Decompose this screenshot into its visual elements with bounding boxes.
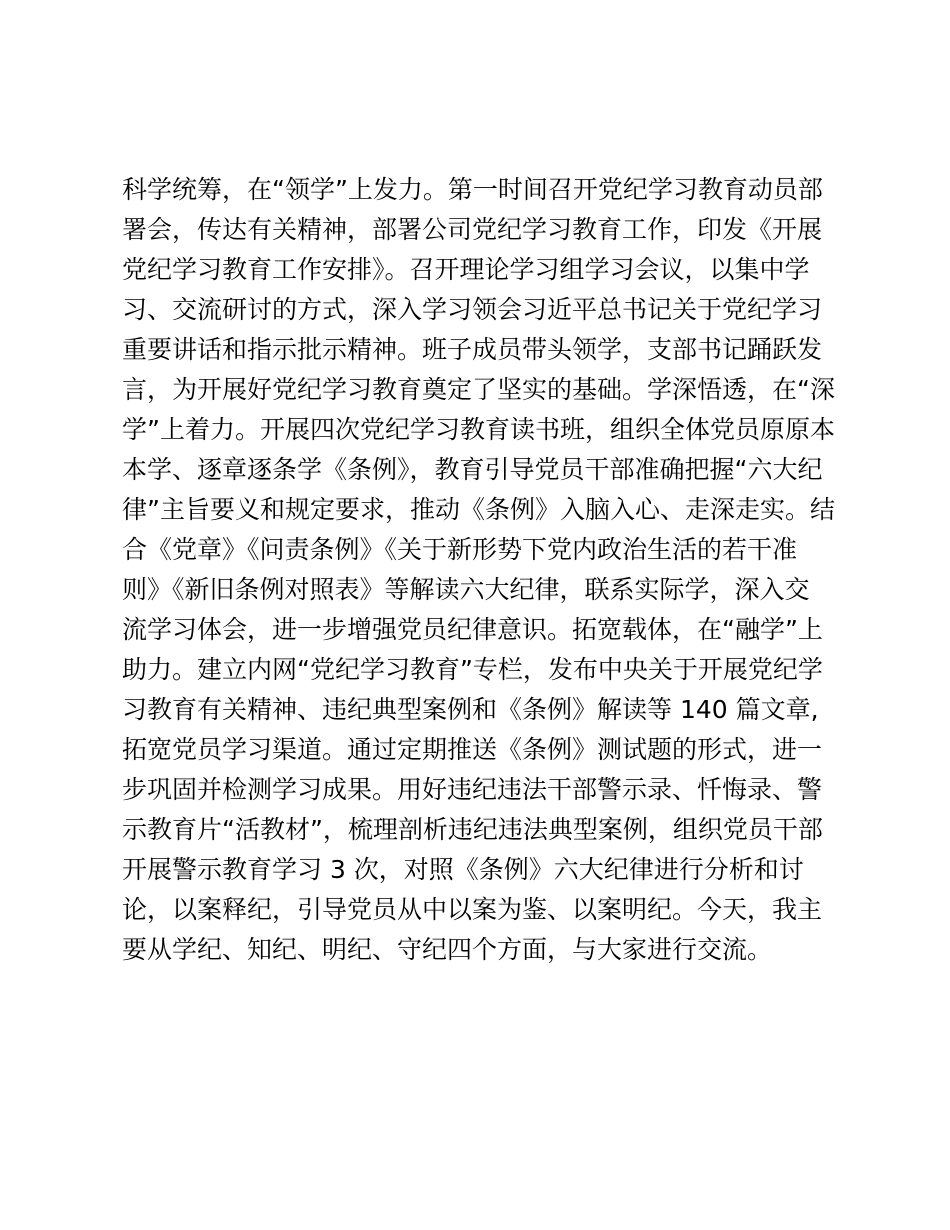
text-line: 党纪学习教育工作安排》。召开理论学习组学习会议，以集中学 [122, 255, 810, 284]
text-line: 习教育有关精神、违纪典型案例和《条例》解读等 140 篇文章, [122, 695, 819, 724]
text-line: 助力。建立内网“党纪学习教育”专栏，发布中央关于开展党纪学 [122, 655, 823, 684]
text-line: 示教育片“活教材”，梳理剖析违纪违法典型案例，组织党员干部 [122, 815, 823, 844]
text-line: 流学习体会，进一步增强党员纪律意识。拓宽载体，在“融学”上 [122, 615, 823, 644]
text-line: 律”主旨要义和规定要求，推动《条例》入脑入心、走深走实。结 [122, 495, 835, 524]
text-line: 开展警示教育学习 3 次，对照《条例》六大纪律进行分析和讨 [122, 855, 804, 884]
text-line: 科学统筹，在“领学”上发力。第一时间召开党纪学习教育动员部 [122, 175, 823, 204]
text-line: 习、交流研讨的方式，深入学习领会习近平总书记关于党纪学习 [122, 295, 823, 324]
text-line: 论，以案释纪，引导党员从中以案为鉴、以案明纪。今天，我主 [122, 895, 823, 924]
body-paragraph [122, 170, 842, 970]
text-line: 重要讲话和指示批示精神。班子成员带头领学，支部书记踊跃发 [122, 335, 823, 364]
text-line: 署会，传达有关精神，部署公司党纪学习教育工作，印发《开展 [122, 215, 823, 244]
text-line: 步巩固并检测学习成果。用好违纪违法干部警示录、忏悔录、警 [122, 775, 823, 804]
text-line: 合《党章》《问责条例》《关于新形势下党内政治生活的若干准 [122, 535, 798, 564]
text-line: 则》《新旧条例对照表》等解读六大纪律，联系实际学，深入交 [122, 575, 810, 604]
text-line: 言，为开展好党纪学习教育奠定了坚实的基础。学深悟透，在“深 [122, 375, 835, 404]
text-line: 要从学纪、知纪、明纪、守纪四个方面，与大家进行交流。 [122, 935, 773, 964]
text-line: 学”上着力。开展四次党纪学习教育读书班，组织全体党员原原本 [122, 415, 835, 444]
text-line: 拓宽党员学习渠道。通过定期推送《条例》测试题的形式，进一 [122, 735, 823, 764]
text-line: 本学、逐章逐条学《条例》，教育引导党员干部准确把握“六大纪 [122, 455, 823, 484]
